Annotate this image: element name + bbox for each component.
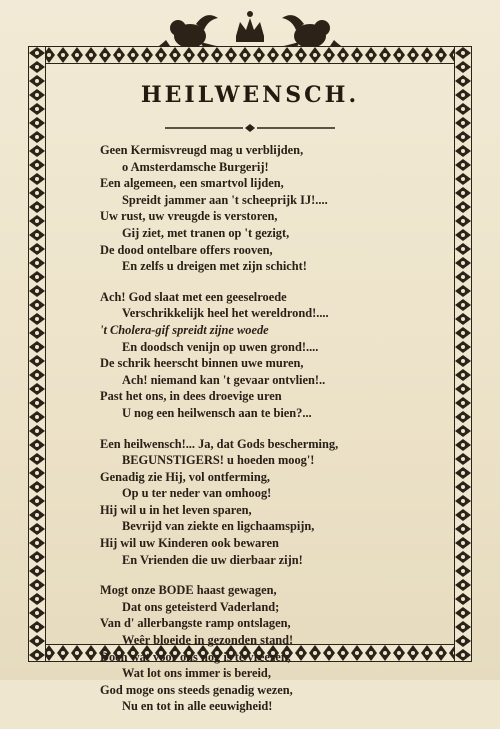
poem-line: Op u ter neder van omhoog! — [122, 486, 272, 501]
poem-line: Weêr bloeide in gezonden stand! — [122, 633, 294, 648]
poem-line: Verschrikkelijk heel het wereldrond!.... — [122, 306, 329, 321]
poem-line: Hij wil u in het leven sparen, — [100, 502, 252, 517]
ornamental-border-right — [454, 46, 472, 662]
poem-line: BEGUNSTIGERS! u hoeden moog'! — [122, 453, 315, 468]
poem-line: Een algemeen, een smartvol lijden, — [100, 176, 284, 191]
poem-line: Genadig zie Hij, vol ontferming, — [100, 469, 271, 484]
poem-line: De dood ontelbare offers rooven, — [100, 242, 273, 257]
stanza-2 — [100, 289, 430, 422]
poem-line: U nog een heilwensch aan te bien?... — [122, 405, 312, 420]
poem-line: Gij ziet, met tranen op 't gezigt, — [122, 225, 290, 240]
poem-line: Spreidt jammer aan 't scheeprijk IJ!.... — [122, 192, 328, 207]
poem-title: HEILWENSCH. — [140, 82, 360, 108]
poem-line: En Vrienden die uw dierbaar zijn! — [122, 552, 303, 567]
stanza-4 — [100, 582, 430, 715]
poem-line: Nu en tot in alle eeuwigheid! — [122, 699, 273, 714]
poem-line: Past het ons, in dees droevige uren — [100, 389, 282, 404]
stanza-1 — [100, 142, 430, 275]
title-divider-rule — [165, 124, 335, 132]
ornamental-border-left — [28, 46, 46, 662]
poem-body — [100, 142, 430, 729]
poem-line: Bevrijd van ziekte en ligchaamspijn, — [122, 519, 315, 534]
poem-line: 't Cholera-gif spreidt zijne woede — [100, 322, 269, 337]
poem-line: Geen Kermisvreugd mag u verblijden, — [100, 143, 304, 157]
stanza-3 — [100, 436, 430, 569]
ornamental-border-top — [28, 46, 472, 64]
poem-line: Mogt onze BODE haast gewagen, — [100, 583, 277, 598]
poem-line: Van d' allerbangste ramp ontslagen, — [100, 616, 291, 631]
poem-line: En zelfs u dreigen met zijn schicht! — [122, 259, 307, 274]
poem-line: Uw rust, uw vreugde is verstoren, — [100, 209, 278, 224]
poem-line: Wat lot ons immer is bereid, — [122, 666, 271, 681]
poem-line: God moge ons steeds genadig wezen, — [100, 682, 293, 697]
poem-line: Doch wat voor ons nog is te vreezen, — [100, 649, 291, 664]
poem-line: En doodsch venijn op uwen grond!.... — [122, 339, 319, 354]
poem-line: o Amsterdamsche Burgerij! — [122, 159, 269, 174]
poem-line: Ach! God slaat met een geeselroede — [100, 289, 287, 304]
poem-line: Ach! niemand kan 't gevaar ontvlien!.. — [122, 372, 326, 387]
poem-line: Een heilwensch!... Ja, dat Gods bescherming, — [100, 436, 339, 451]
poem-line: De schrik heerscht binnen uwe muren, — [100, 356, 304, 371]
poem-line: Hij wil uw Kinderen ook bewaren — [100, 536, 279, 551]
poem-line: Dat ons geteisterd Vaderland; — [122, 599, 280, 614]
